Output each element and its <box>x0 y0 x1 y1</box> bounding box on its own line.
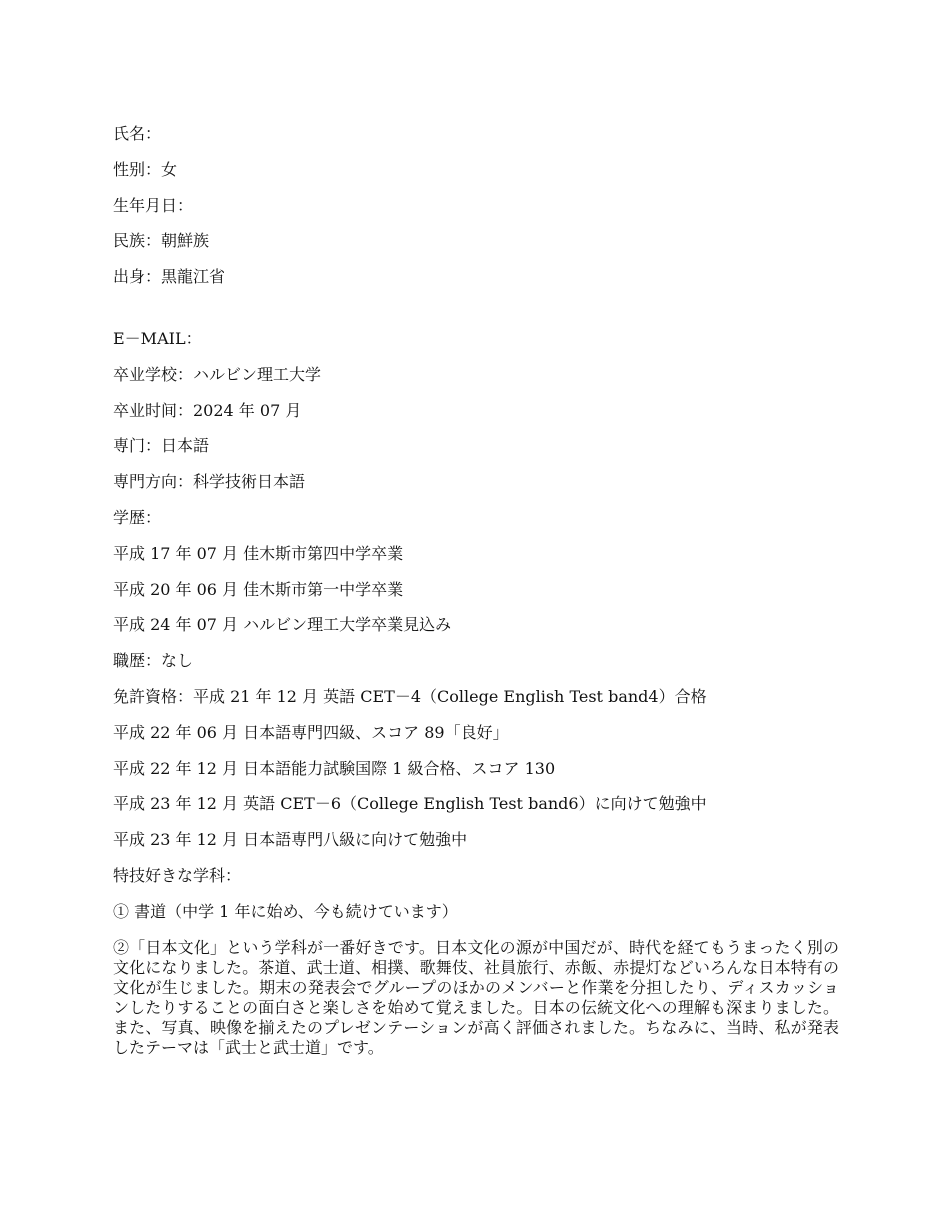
education-history-item: 平成 17 年 07 月 佳木斯市第四中学卒業 <box>113 543 404 563</box>
license-item: 平成 22 年 06 月 日本語専門四級、スコア 89「良好」 <box>113 722 509 742</box>
work-history-line: 職歴：なし <box>113 651 194 671</box>
email-line: E－MAIL： <box>113 328 202 348</box>
skill-item-japanese-culture: ②「日本文化」という学科が一番好きです。日本文化の源が中国だが、時代を経てもうまったく別の文化になりました。茶道、武士道、相撲、歌舞伎、社員旅行、赤飯、赤提灯などいろんな日本特有の文化が生じました。期末の発表会でグループのほかのメンバーと作業を分担したり、ディスカッションしたりすることの面白さと楽しさを始めて覚えました。日本の伝統文化への理解も深まりました。また、写真、映像を揃えたのプレゼンテーションが高く評価されました。ちなみに、当時、私が発表したテーマは「武士と武士道」です。 <box>113 937 839 1057</box>
license-item: 平成 22 年 12 月 日本語能力試験国際 1 級合格、スコア 130 <box>113 758 556 778</box>
ethnicity-line: 民族：朝鮮族 <box>113 231 210 251</box>
education-history-item: 平成 24 年 07 月 ハルビン理工大学卒業見込み <box>113 615 452 635</box>
major-line: 専门：日本語 <box>113 436 210 456</box>
name-line: 氏名： <box>113 124 162 143</box>
resume-document <box>113 124 839 1058</box>
origin-line: 出身：黒龍江省 <box>113 267 226 287</box>
skill-item-calligraphy: ① 書道（中学 1 年に始め、今も続けています） <box>113 901 458 921</box>
graduation-time-line: 卒业时间：2024 年 07 月 <box>113 400 302 420</box>
skills-label: 特技好きな学科： <box>113 865 242 885</box>
license-item: 免許資格：平成 21 年 12 月 英語 CET－4（College English Test band4）合格 <box>113 686 707 706</box>
license-item: 平成 23 年 12 月 日本語専門八級に向けて勉強中 <box>113 830 468 850</box>
education-history-item: 平成 20 年 06 月 佳木斯市第一中学卒業 <box>113 579 404 599</box>
license-item: 平成 23 年 12 月 英語 CET－6（College English Test band6）に向けて勉強中 <box>113 794 707 814</box>
birthdate-line: 生年月日： <box>113 195 194 215</box>
education-history-label: 学歴： <box>113 507 162 527</box>
section-spacer <box>113 303 839 329</box>
major-direction-line: 専門方向：科学技術日本語 <box>113 472 306 492</box>
gender-line: 性别：女 <box>113 159 178 179</box>
school-line: 卒业学校：ハルビン理工大学 <box>113 364 322 384</box>
